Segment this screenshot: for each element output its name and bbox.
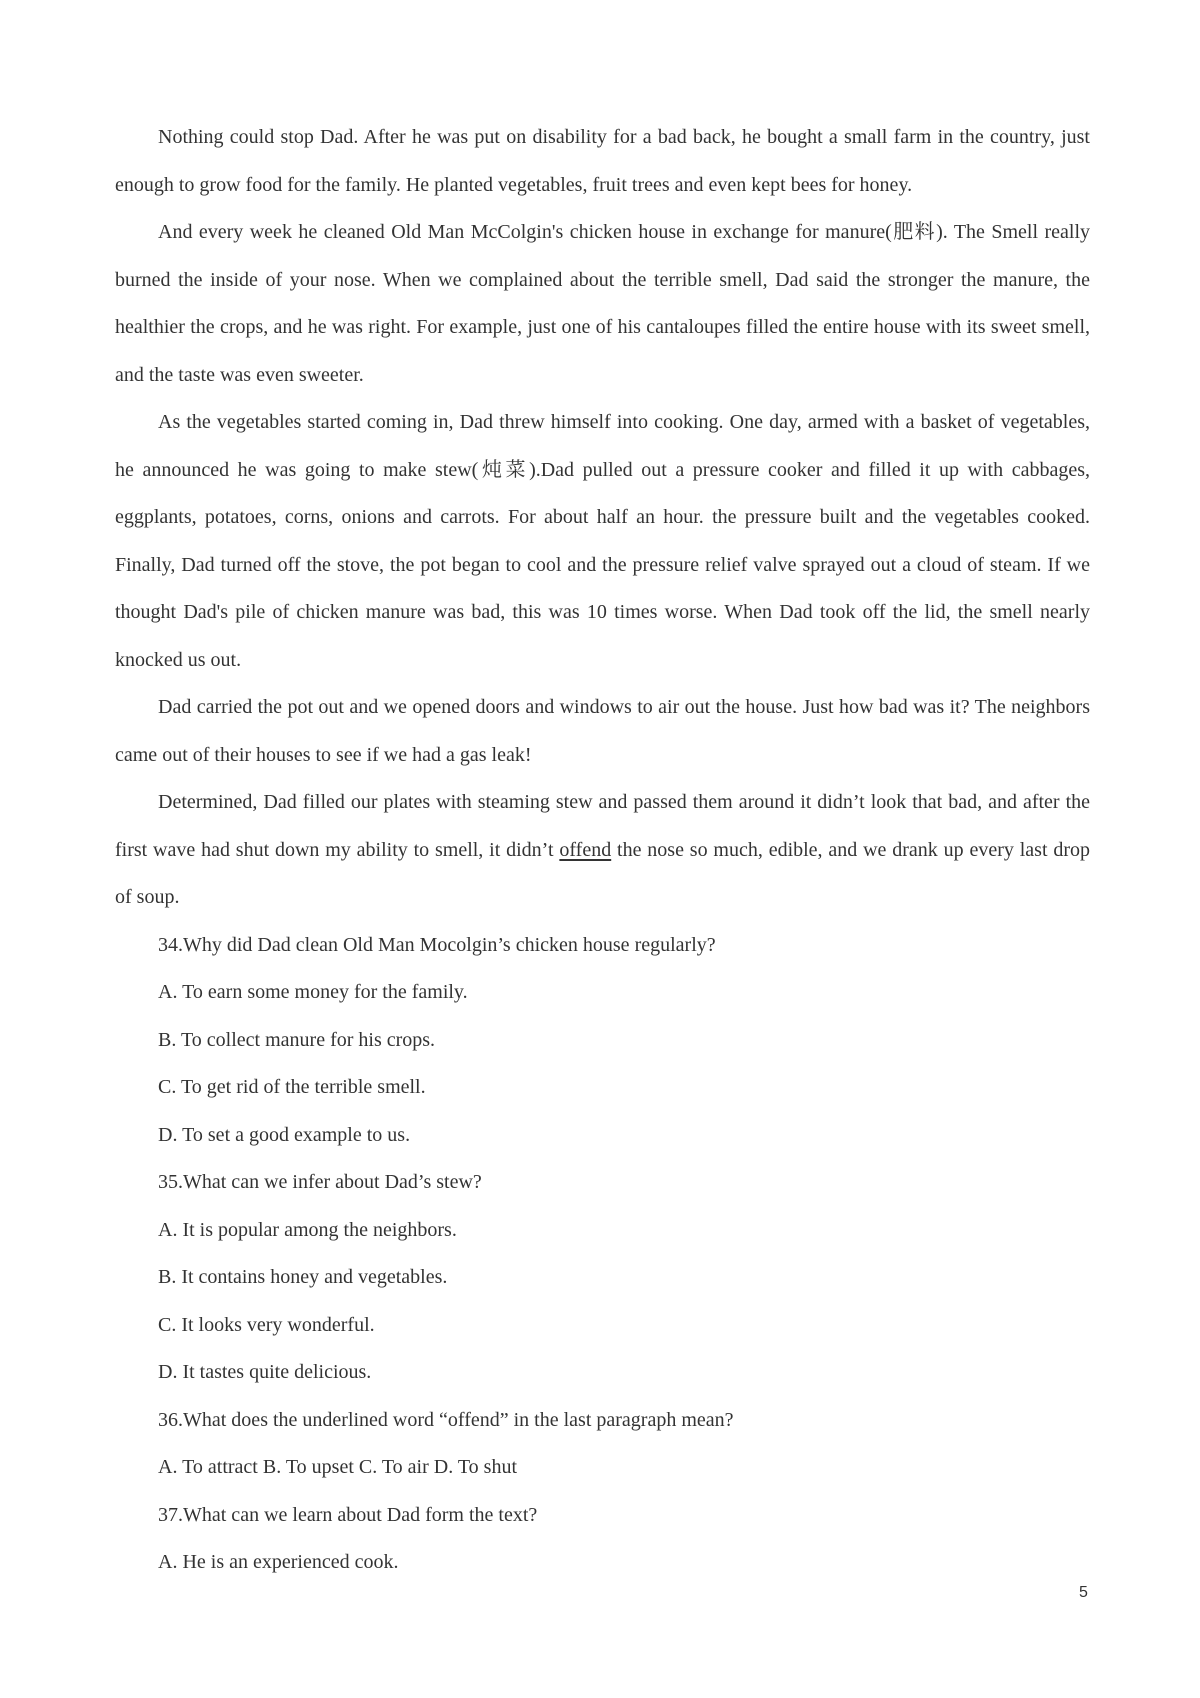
question-35-stem: 35.What can we infer about Dad’s stew? <box>158 1171 482 1193</box>
question-35-option-a: A. It is popular among the neighbors. <box>158 1218 457 1241</box>
question-35-option-d: D. It tastes quite delicious. <box>158 1361 372 1383</box>
question-34-option-d: D. To set a good example to us. <box>158 1123 411 1146</box>
question-34-option-b: B. To collect manure for his crops. <box>158 1028 436 1051</box>
question-37-stem: 37.What can we learn about Dad form the text? <box>158 1503 538 1526</box>
page-number: 5 <box>1079 1584 1088 1601</box>
question-36-stem: 36.What does the underlined word “offend” in the last paragraph mean? <box>158 1408 734 1431</box>
paragraph-2: And every week he cleaned Old Man McColgin's chicken house in exchange for manure(肥料). The Smell really burned the inside of your nose. When we complained about the terrible smell, Dad said the stronger the manure, the healthier the crops, and he was right. For example, just one of his cantaloupes filled the entire house with its sweet smell, and the taste was even sweeter. <box>115 221 1095 386</box>
paragraph-1: Nothing could stop Dad. After he was put on disability for a bad back, he bought a small farm in the country, just enough to grow food for the family. He planted vegetables, fruit trees and even kept bees for honey. <box>115 126 1095 196</box>
question-37-option-a: A. He is an experienced cook. <box>158 1551 399 1573</box>
question-34-option-c: C. To get rid of the terrible smell. <box>158 1076 426 1098</box>
document-page <box>115 114 1095 1587</box>
paragraph-5-text-after: the nose so much, edible, and we drank up every last drop of soup. <box>115 838 1095 908</box>
question-34-stem: 34.Why did Dad clean Old Man Mocolgin’s chicken house regularly? <box>158 933 716 956</box>
question-34-option-a: A. To earn some money for the family. <box>158 981 468 1003</box>
question-35-option-b: B. It contains honey and vegetables. <box>158 1266 448 1288</box>
question-35-option-c: C. It looks very wonderful. <box>158 1313 375 1336</box>
paragraph-5-text-before: Determined, Dad filled our plates with steaming stew and passed them around it didn’t look that bad, and after the first wave had shut down my ability to smell, it didn’t <box>115 791 1095 861</box>
paragraph-5 <box>115 779 1095 922</box>
underlined-word-offend: offend <box>559 838 612 861</box>
question-36-options: A. To attract B. To upset C. To air D. To shut <box>158 1456 518 1478</box>
paragraph-4: Dad carried the pot out and we opened doors and windows to air out the house. Just how bad was it? The neighbors came out of their houses to see if we had a gas leak! <box>115 696 1095 766</box>
paragraph-3: As the vegetables started coming in, Dad threw himself into cooking. One day, armed with a basket of vegetables, he announced he was going to make stew(炖菜).Dad pulled out a pressure cooker and filled it up with cabbages, eggplants, potatoes, corns, onions and carrots. For about half an hour. the pressure built and the vegetables cooked. Finally, Dad turned off the stove, the pot began to cool and the pressure relief valve sprayed out a cloud of steam. If we thought Dad's pile of chicken manure was bad, this was 10 times worse. When Dad took off the lid, the smell nearly knocked us out. <box>115 411 1095 671</box>
